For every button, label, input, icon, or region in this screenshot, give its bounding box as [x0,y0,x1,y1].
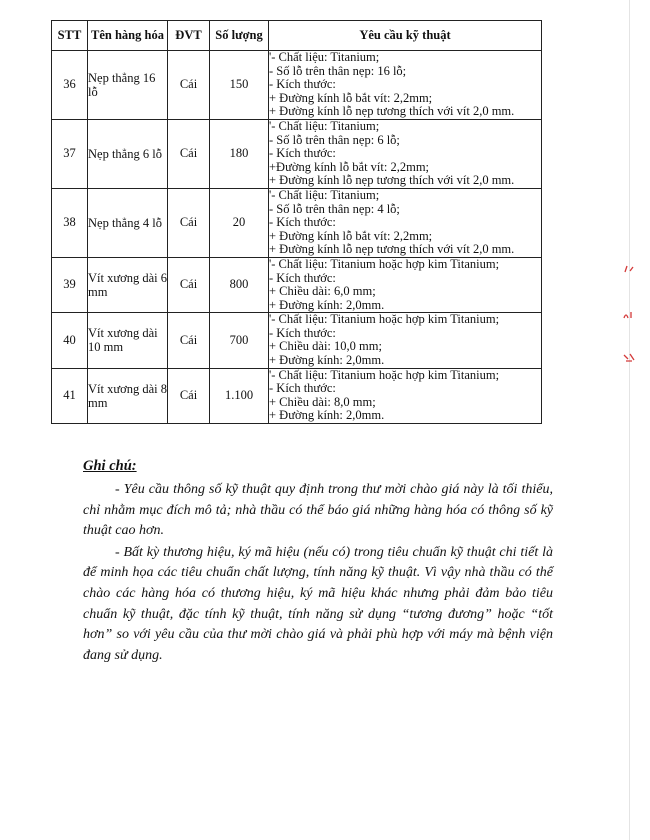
stamp-fragment-icon [622,352,636,362]
requirement-line: + Chiều dài: 8,0 mm; [269,394,376,409]
cell-stt: 39 [52,257,88,312]
cell-name: Nẹp thẳng 6 lỗ [88,119,168,188]
cell-stt: 36 [52,51,88,120]
requirement-line: '- Chất liệu: Titanium; [269,50,380,64]
page-edge [629,0,630,840]
requirement-line: + Đường kính: 2,0mm. [269,408,385,423]
requirement-line: + Đường kính: 2,0mm. [269,297,385,312]
requirement-line: '- Chất liệu: Titanium hoặc hợp kim Titanium; [269,256,500,271]
requirement-line: + Đường kính lỗ nẹp tương thích với vít 2,0 mm. [269,242,515,257]
cell-requirements [269,188,542,257]
requirement-line: '- Chất liệu: Titanium; [269,118,380,133]
cell-requirements [269,119,542,188]
requirement-line: + Đường kính lỗ bắt vít: 2,2mm; [269,90,433,105]
requirement-line: - Số lỗ trên thân nẹp: 4 lỗ; [269,201,400,216]
table-row [52,188,542,257]
cell-stt: 38 [52,188,88,257]
table-row [52,313,542,368]
requirement-line: - Kích thước: [269,215,336,230]
cell-name: Vít xương dài 6 mm [88,257,168,312]
table-row [52,119,542,188]
cell-qty: 700 [210,313,269,368]
requirement-line: '- Chất liệu: Titanium hoặc hợp kim Titanium; [269,367,500,382]
requirement-line: - Số lỗ trên thân nẹp: 16 lỗ; [269,63,407,78]
cell-qty: 1.100 [210,368,269,423]
notes-section [83,458,553,667]
requirement-line: + Đường kính lỗ nẹp tương thích với vít 2,0 mm. [269,104,515,119]
cell-qty: 150 [210,51,269,120]
cell-requirements [269,313,542,368]
requirement-line: +Đường kính lỗ bắt vít: 2,2mm; [269,159,430,174]
requirement-line: + Đường kính: 2,0mm. [269,353,385,368]
cell-requirements [269,257,542,312]
requirement-line: - Số lỗ trên thân nẹp: 6 lỗ; [269,132,400,147]
cell-name: Nẹp thẳng 4 lỗ [88,188,168,257]
cell-qty: 20 [210,188,269,257]
header-requirements: Yêu cầu kỹ thuật [269,21,542,51]
requirement-line: + Chiều dài: 6,0 mm; [269,284,376,299]
table-row [52,257,542,312]
cell-unit: Cái [168,51,210,120]
cell-stt: 37 [52,119,88,188]
cell-name: Vít xương dài 10 mm [88,313,168,368]
cell-stt: 40 [52,313,88,368]
requirement-line: + Đường kính lỗ bắt vít: 2,2mm; [269,228,433,243]
cell-unit: Cái [168,313,210,368]
requirement-line: + Đường kính lỗ nẹp tương thích với vít 2,0 mm. [269,173,515,188]
requirement-line: - Kích thước: [269,270,336,285]
cell-unit: Cái [168,119,210,188]
requirement-line: '- Chất liệu: Titanium; [269,187,380,202]
requirement-line: '- Chất liệu: Titanium hoặc hợp kim Titanium; [269,312,500,327]
note-paragraph: - Yêu cầu thông số kỹ thuật quy định trong thư mời chào giá này là tối thiểu, chỉ nhằm mục đích mô tả; nhà thầu có thể báo giá những hàng hóa có thông số kỹ thuật cao hơn. [83,482,553,539]
cell-qty: 180 [210,119,269,188]
requirement-line: - Kích thước: [269,77,336,92]
cell-unit: Cái [168,188,210,257]
requirement-line: + Chiều dài: 10,0 mm; [269,339,382,354]
table-row [52,51,542,120]
header-name: Tên hàng hóa [88,21,168,51]
cell-unit: Cái [168,257,210,312]
requirement-line: - Kích thước: [269,325,336,340]
table-row [52,368,542,423]
stamp-fragment-icon [622,310,636,320]
stamp-fragment-icon [622,264,636,274]
cell-requirements [269,51,542,120]
header-qty: Số lượng [210,21,269,51]
cell-unit: Cái [168,368,210,423]
cell-qty: 800 [210,257,269,312]
spec-table [51,20,542,424]
requirement-line: - Kích thước: [269,146,336,161]
notes-title: Ghi chú: [83,458,137,474]
cell-stt: 41 [52,368,88,423]
header-unit: ĐVT [168,21,210,51]
note-paragraph: - Bất kỳ thương hiệu, ký mã hiệu (nếu có) trong tiêu chuẩn kỹ thuật chi tiết là để minh họa các tiêu chuẩn chất lượng, tính năng kỹ thuật. Vì vậy nhà thầu có thể chào các hàng hóa có thương hiệu, ký mã hiệu khác nhưng phải đảm bảo tiêu chuẩn kỹ thuật, đặc tính kỹ thuật, tính năng sử dụng “tương đương” hoặc “tốt hơn” so với yêu cầu của thư mời chào giá và phải phù hợp với máy mà bệnh viện đang sử dụng. [83,544,553,663]
cell-name: Vít xương dài 8 mm [88,368,168,423]
requirement-line: - Kích thước: [269,381,336,396]
cell-name: Nẹp thẳng 16 lỗ [88,51,168,120]
cell-requirements [269,368,542,423]
table-header-row [52,21,542,51]
header-stt: STT [52,21,88,51]
